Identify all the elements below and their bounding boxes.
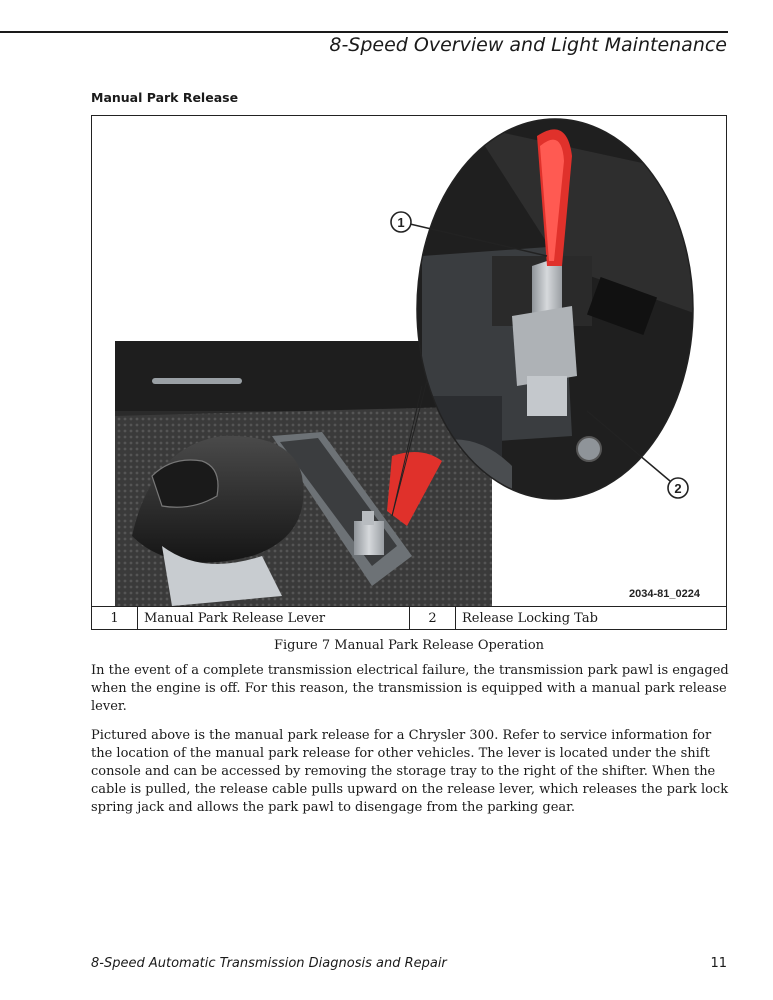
header-rule xyxy=(0,31,728,33)
legend-label-1: Manual Park Release Lever xyxy=(138,607,410,630)
figure-image xyxy=(92,116,726,606)
figure xyxy=(91,115,727,630)
figure-legend xyxy=(92,606,726,630)
body-paragraph-2: Pictured above is the manual park release for a Chrysler 300. Refer to service information for the location of the manual park release for other vehicles. The lever is located under the shift console and can be accessed by removing the storage tray to the right of the shifter. When the cable is pulled, the release cable pulls upward on the release lever, which releases the park lock spring jack and allows the park pawl to disengage from the parking gear. xyxy=(91,728,729,815)
body-paragraph-1: In the event of a complete transmission electrical failure, the transmission park pawl is engaged when the engine is off. For this reason, the transmission is equipped with a manual park release lever. xyxy=(91,663,729,714)
park-release-illustration xyxy=(92,116,726,606)
image-id: 2034-81_0224 xyxy=(629,588,700,600)
page-header-title: 8-Speed Overview and Light Maintenance xyxy=(329,34,727,56)
figure-caption: Figure 7 Manual Park Release Operation xyxy=(273,638,545,653)
callout-2-label: 2 xyxy=(674,481,682,496)
legend-number-1: 1 xyxy=(92,607,138,630)
page-number: 11 xyxy=(710,956,727,971)
legend-label-2: Release Locking Tab xyxy=(462,611,598,626)
footer-title: 8-Speed Automatic Transmission Diagnosis and Repair xyxy=(91,956,447,971)
section-heading: Manual Park Release xyxy=(91,90,239,105)
legend-number-2: 2 xyxy=(410,607,456,630)
callout-1-label: 1 xyxy=(397,215,405,230)
